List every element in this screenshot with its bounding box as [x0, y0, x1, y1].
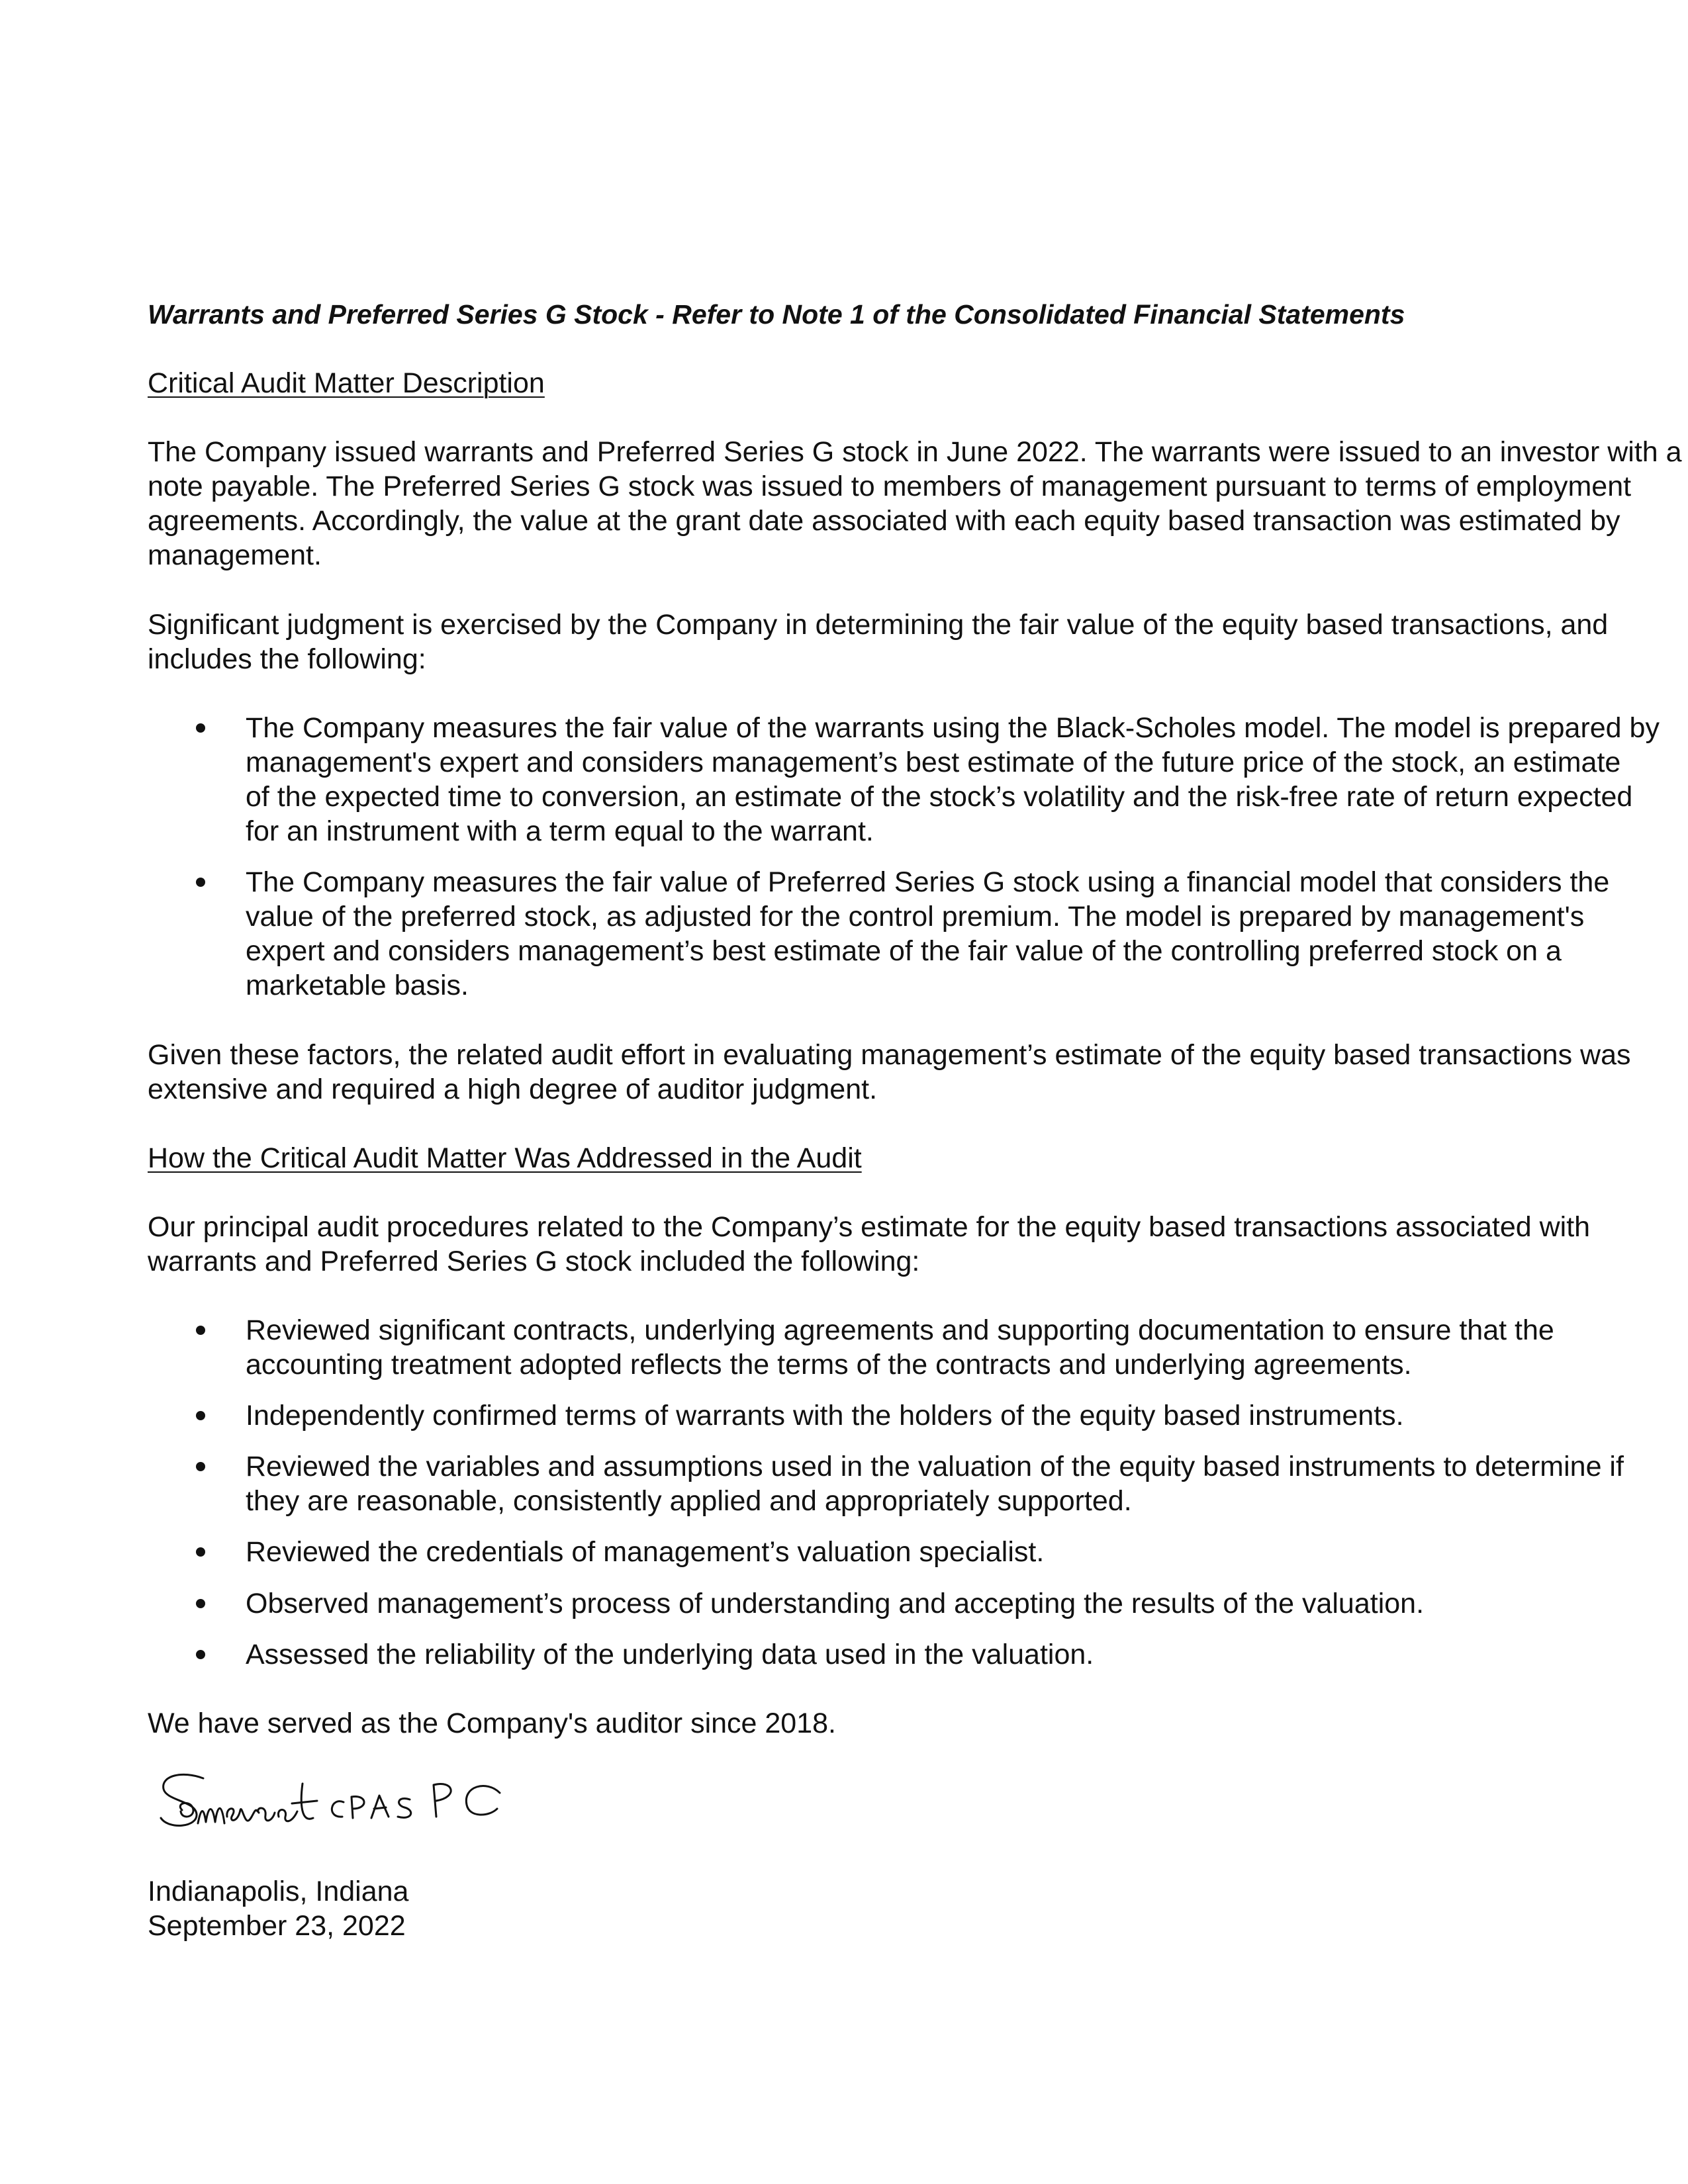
bullet-icon: [196, 1650, 205, 1659]
text-line: management's expert and considers management’s best estimate of the future price of the stock, an estimate: [246, 747, 1621, 778]
text-line: management.: [148, 539, 322, 571]
text-line: accounting treatment adopted reflects the terms of the contracts and underlying agreements.: [246, 1349, 1412, 1381]
text-line: expert and considers management’s best estimate of the fair value of the controlling preferred stock on a: [246, 935, 1562, 967]
bullet-icon: [196, 1462, 205, 1471]
text-line: Our principal audit procedures related to the Company’s estimate for the equity based transactions associated with: [148, 1211, 1591, 1243]
text-line: Assessed the reliability of the underlying data used in the valuation.: [246, 1639, 1094, 1670]
text-line: of the expected time to conversion, an estimate of the stock’s volatility and the risk-free rate of return expected: [246, 781, 1633, 813]
text-line: The Company issued warrants and Preferred Series G stock in June 2022. The warrants were issued to an investor with a: [148, 436, 1682, 468]
text-line: extensive and required a high degree of auditor judgment.: [148, 1073, 878, 1105]
text-line: marketable basis.: [246, 970, 469, 1001]
text-line: Independently confirmed terms of warrants with the holders of the equity based instruments.: [246, 1400, 1404, 1432]
bullet-icon: [196, 1599, 205, 1608]
text-line: The Company measures the fair value of Preferred Series G stock using a financial model that considers the: [246, 866, 1610, 898]
report-date: September 23, 2022: [148, 1910, 406, 1942]
signing-location: Indianapolis, Indiana: [148, 1876, 409, 1907]
text-line: Given these factors, the related audit effort in evaluating management’s estimate of the equity based transactions was: [148, 1039, 1631, 1071]
text-line: note payable. The Preferred Series G stock was issued to members of management pursuant to terms of employment: [148, 471, 1632, 502]
text-line: The Company measures the fair value of the warrants using the Black-Scholes model. The model is prepared by: [246, 712, 1660, 744]
text-line: Reviewed the variables and assumptions used in the valuation of the equity based instruments to determine if: [246, 1451, 1624, 1482]
text-line: Reviewed significant contracts, underlying agreements and supporting documentation to ensure that the: [246, 1314, 1554, 1346]
text-line: Observed management’s process of understanding and accepting the results of the valuation.: [246, 1588, 1425, 1619]
cam-description-heading: Critical Audit Matter Description: [148, 367, 545, 399]
bullet-icon: [196, 878, 205, 887]
text-line: value of the preferred stock, as adjusted for the control premium. The model is prepared by management's: [246, 901, 1585, 933]
text-line: they are reasonable, consistently applied and appropriately supported.: [246, 1485, 1132, 1517]
cam-addressed-heading: How the Critical Audit Matter Was Addressed in the Audit: [148, 1142, 862, 1174]
text-line: for an instrument with a term equal to the warrant.: [246, 815, 874, 847]
bullet-icon: [196, 1547, 205, 1557]
text-line: includes the following:: [148, 643, 426, 675]
section-title: Warrants and Preferred Series G Stock - Refer to Note 1 of the Consolidated Financial Statements: [148, 299, 1405, 330]
bullet-icon: [196, 1326, 205, 1335]
bullet-icon: [196, 723, 205, 733]
text-line: Significant judgment is exercised by the Company in determining the fair value of the equity based transactions, and: [148, 609, 1609, 641]
text-line: warrants and Preferred Series G stock included the following:: [148, 1246, 920, 1277]
auditor-tenure: We have served as the Company's auditor since 2018.: [148, 1707, 836, 1739]
bullet-icon: [196, 1411, 205, 1420]
text-line: Reviewed the credentials of management’s valuation specialist.: [246, 1536, 1045, 1568]
text-line: agreements. Accordingly, the value at the grant date associated with each equity based transaction was estimated by: [148, 505, 1620, 537]
handwritten-signature: [156, 1770, 553, 1837]
